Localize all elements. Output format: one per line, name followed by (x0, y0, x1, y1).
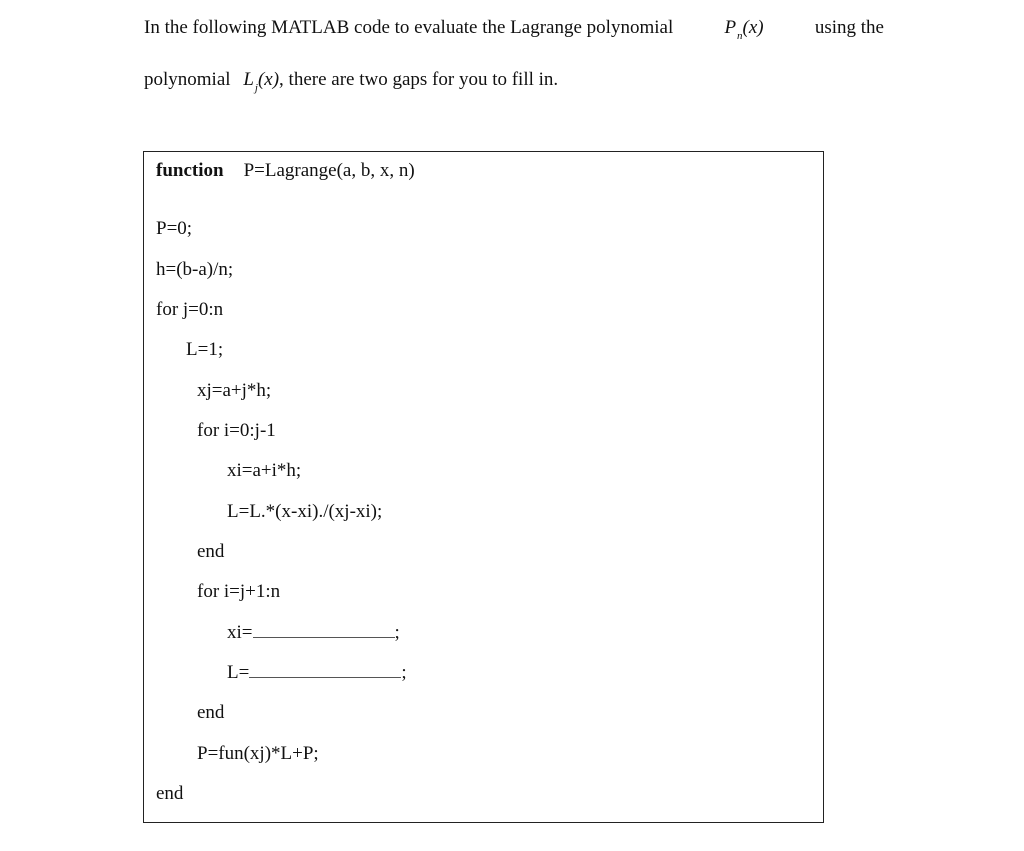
code-line: for j=0:n (156, 299, 224, 320)
code-line: for i=j+1:n (197, 581, 281, 602)
intro-line-2 (144, 68, 558, 94)
pn-symbol: $P_n(x)$ (724, 17, 764, 42)
lj-symbol: $L_j(x)$ (243, 69, 280, 94)
fill-in-blank-2[interactable] (249, 661, 401, 678)
gap-suffix: ; (401, 662, 407, 683)
code-line: end (197, 541, 225, 562)
function-signature: P=Lagrange(a, b, x, n) (243, 160, 415, 181)
gap-prefix-l: L= (227, 662, 250, 683)
intro-line-2-text: polynomial (144, 69, 231, 90)
gap-suffix: ; (394, 622, 400, 643)
intro-line-1-text: In the following MATLAB code to evaluate the Lagrange polynomial (144, 17, 674, 38)
intro-line-1-end: using the (814, 17, 884, 38)
code-line: L=L.*(x-xi)./(xj-xi); (227, 501, 383, 522)
code-line: end (197, 702, 225, 723)
code-line: L=1; (186, 339, 224, 360)
gap-line-xi (227, 621, 400, 645)
code-line: end (156, 783, 184, 804)
code-line: for i=0:j-1 (197, 420, 276, 441)
code-box (143, 151, 824, 823)
gap-line-l (227, 661, 407, 685)
code-line: xi=a+i*h; (227, 460, 302, 481)
function-keyword: function (156, 160, 224, 181)
function-header (156, 159, 415, 183)
gap-prefix-xi: xi= (227, 622, 253, 643)
code-line: P=fun(xj)*L+P; (197, 743, 319, 764)
intro-line-2-end: , there are two gaps for you to fill in. (279, 69, 559, 90)
fill-in-blank-1[interactable] (253, 621, 395, 638)
code-line: h=(b-a)/n; (156, 259, 234, 280)
intro-line-1 (144, 16, 884, 42)
code-line: P=0; (156, 218, 193, 239)
code-line: xj=a+j*h; (197, 380, 272, 401)
